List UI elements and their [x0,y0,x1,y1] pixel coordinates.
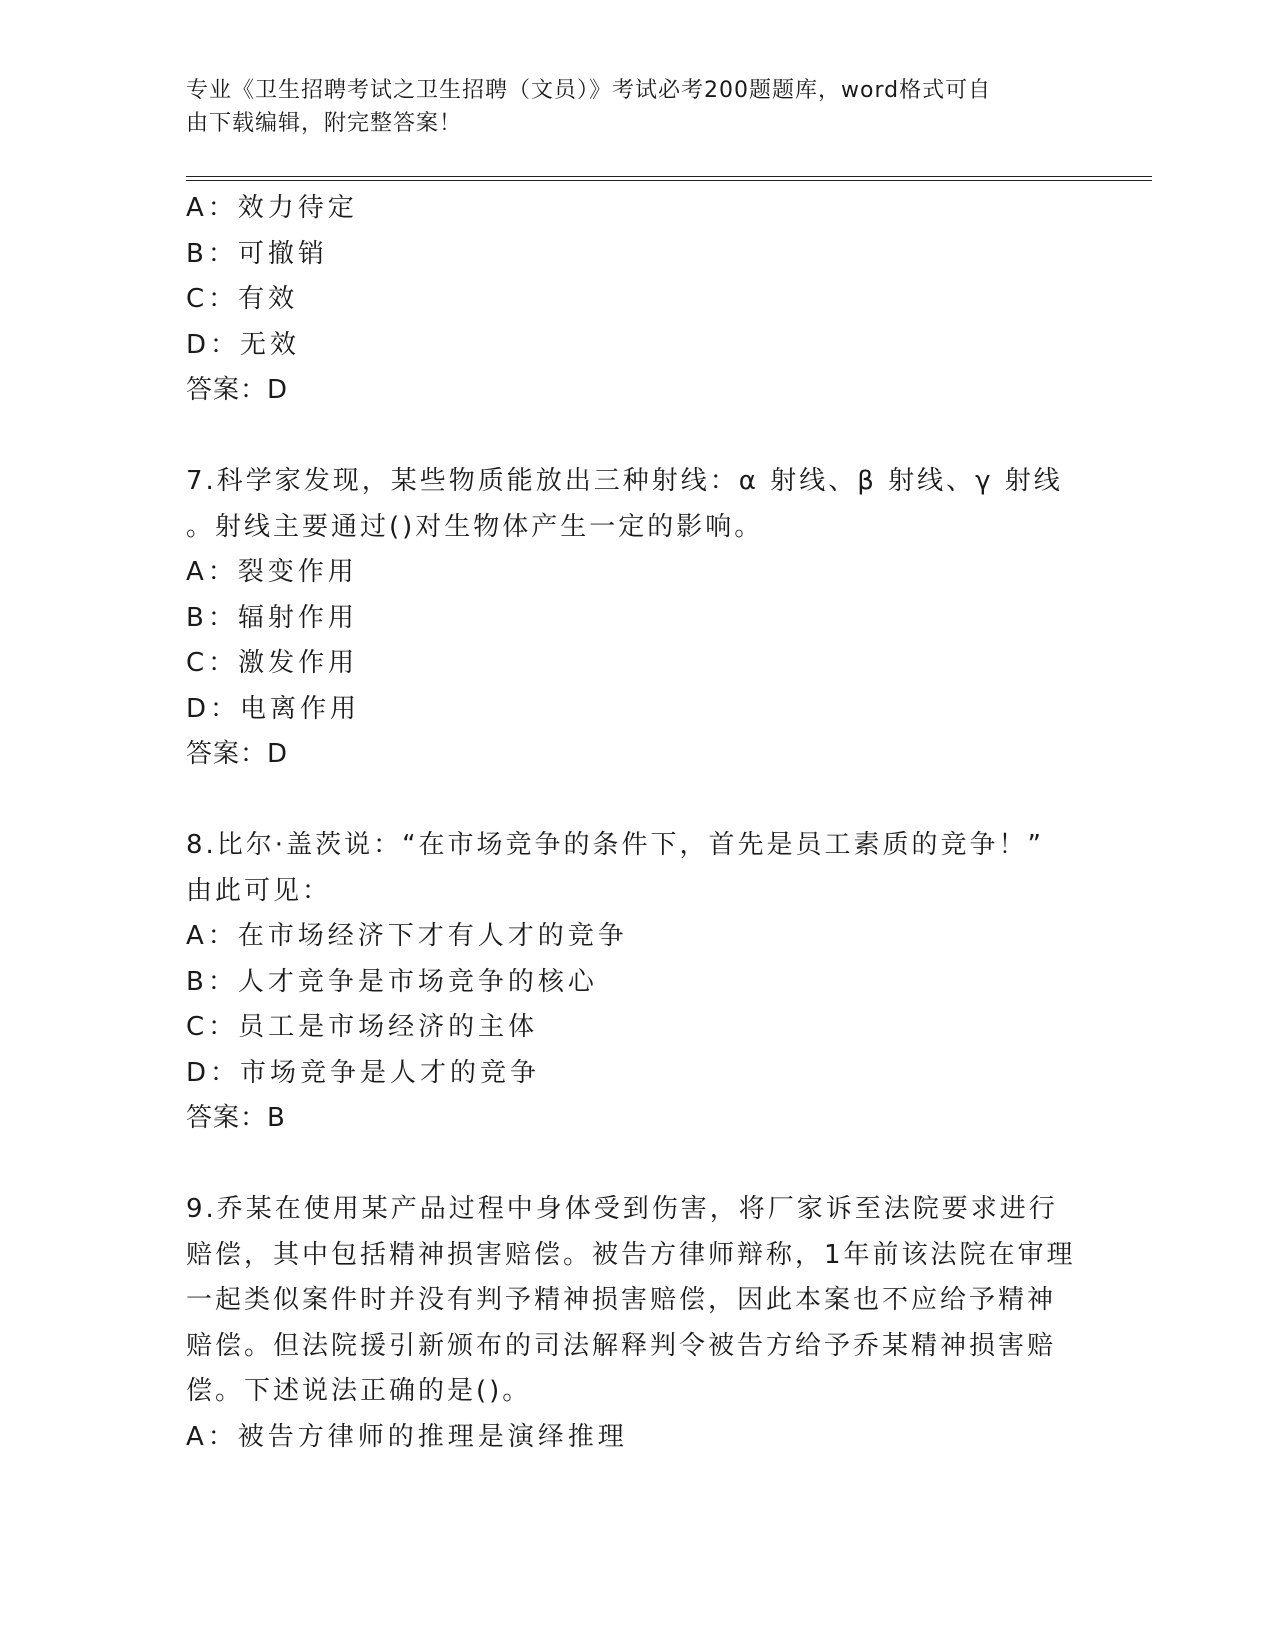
spacer [186,778,1086,824]
option-c: C：激发作用 [186,648,359,678]
option-a: A：在市场经济下才有人才的竞争 [186,921,628,951]
question-text-line: 一起类似案件时并没有判予精神损害赔偿，因此本案也不应给予精神 [186,1285,1057,1315]
option-b: B：人才竞争是市场竞争的核心 [186,966,598,997]
answer: 答案：D [186,739,289,769]
question-text-line: 由此可见： [186,875,332,906]
header-divider [186,176,1152,181]
option-a: A：效力待定 [186,193,358,223]
question-text-line: 赔偿，其中包括精神损害赔偿。被告方律师辩称，1年前该法院在审理 [186,1239,1076,1270]
header-line-2: 由下载编辑，附完整答案！ [186,111,463,136]
answer: 答案：D [186,375,289,405]
document-header [186,74,1066,140]
question-text-line: 偿。下述说法正确的是()。 [186,1376,532,1406]
question-6-continued [186,186,1086,414]
question-9 [186,1187,1086,1460]
option-b: B：辐射作用 [186,602,358,633]
option-a: A：被告方律师的推理是演绎推理 [186,1421,628,1452]
question-text-line: 。射线主要通过()对生物体产生一定的影响。 [186,511,764,542]
question-7 [186,459,1086,778]
document-body [186,186,1086,1460]
spacer [186,414,1086,460]
question-text-line: 赔偿。但法院援引新颁布的司法解释判令被告方给予乔某精神损害赔 [186,1330,1057,1361]
question-text-line: 8.比尔·盖茨说：“在市场竞争的条件下，首先是员工素质的竞争！” [186,830,1045,860]
option-b: B：可撤销 [186,238,328,269]
option-d: D：无效 [186,329,301,360]
header-line-1: 专业《卫生招聘考试之卫生招聘（文员）》考试必考200题题库，word格式可自 [186,78,992,103]
question-8 [186,823,1086,1142]
option-a: A：裂变作用 [186,557,358,587]
answer: 答案：B [186,1103,286,1133]
option-d: D：电离作用 [186,693,361,724]
question-text-line: 7.科学家发现，某些物质能放出三种射线：α 射线、β 射线、γ 射线 [186,466,1063,496]
option-c: C：员工是市场经济的主体 [186,1012,539,1042]
option-d: D：市场竞争是人才的竞争 [186,1057,541,1088]
option-c: C：有效 [186,284,299,314]
spacer [186,1142,1086,1188]
question-text-line: 9.乔某在使用某产品过程中身体受到伤害，将厂家诉至法院要求进行 [186,1194,1058,1224]
